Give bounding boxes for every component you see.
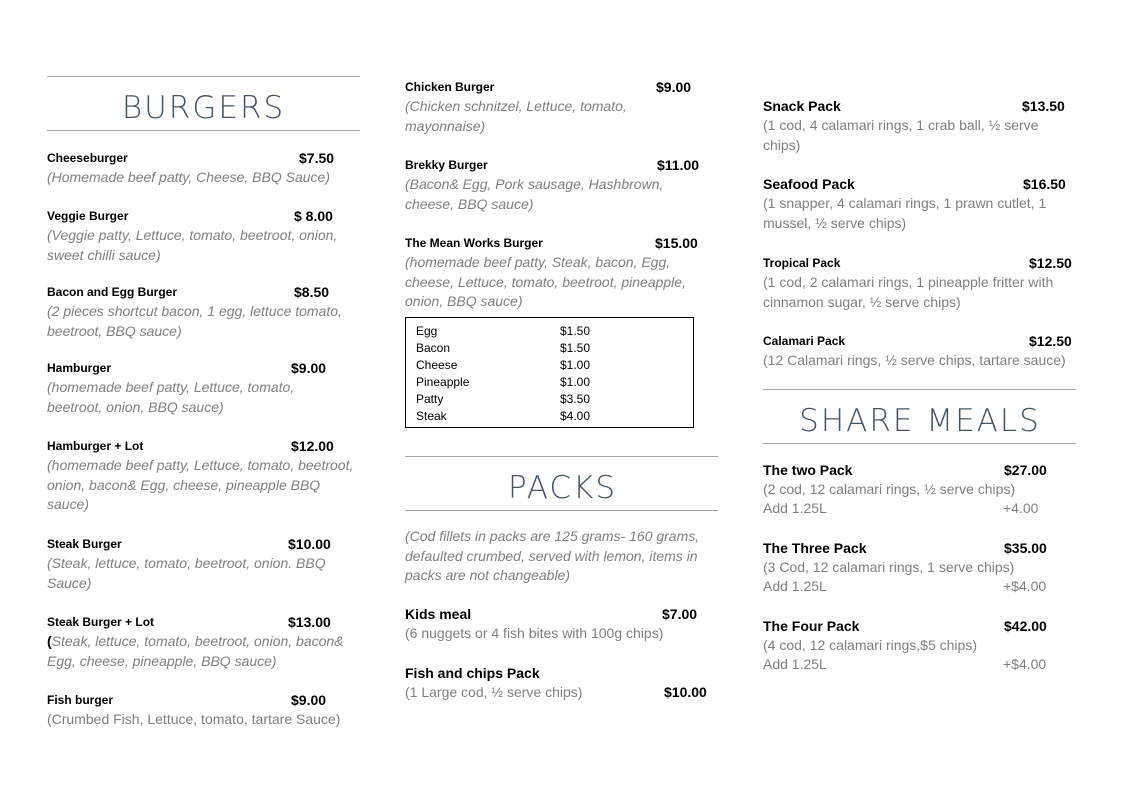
packs-note: (Cod fillets in packs are 125 grams- 160 grams, defaulted crumbed, served with lemon, items in packs are not changeable) [405, 528, 700, 583]
extras-row [406, 408, 693, 425]
item-name: Calamari Pack [763, 334, 846, 348]
item-name: The two Pack [763, 462, 853, 478]
item-name: Fish and chips Pack [405, 665, 540, 681]
item-price: $13.00 [288, 614, 331, 630]
item-description: (Steak, lettuce, tomato, beetroot, onion. BBQ Sauce) [47, 555, 326, 591]
description-text: Steak, lettuce, tomato, beetroot, onion, bacon& Egg, cheese, pineapple, BBQ sauce) [47, 633, 344, 669]
heading-rule-top [47, 76, 360, 77]
heading-rule-bottom [47, 130, 360, 131]
share-meals-heading: SHARE MEALS [799, 403, 1041, 439]
extra-name: Steak [416, 409, 447, 423]
item-description: (4 cod, 12 calamari rings,$5 chips) [763, 637, 977, 653]
packs-heading: PACKS [507, 470, 618, 506]
item-price: $12.50 [1029, 255, 1072, 271]
extra-price: $3.50 [560, 392, 591, 406]
heading-rule-bottom [763, 443, 1076, 444]
item-description [47, 632, 347, 671]
extra-name: Egg [416, 324, 438, 338]
item-description: (homemade beef patty, Lettuce, tomato, beetroot, onion, BBQ sauce) [47, 379, 295, 415]
item-description: (Chicken schnitzel, Lettuce, tomato, mayonnaise) [405, 98, 627, 134]
item-name: The Four Pack [763, 618, 860, 634]
extra-price: $1.50 [560, 341, 591, 355]
item-price: $8.50 [294, 284, 330, 300]
add-drink-label: Add 1.25L [763, 578, 827, 594]
item-description: (Homemade beef patty, Cheese, BBQ Sauce) [47, 169, 330, 185]
extra-price: $4.00 [560, 409, 591, 423]
add-drink-price: +$4.00 [1003, 656, 1047, 672]
burgers-heading: BURGERS [121, 90, 286, 126]
item-name: The Mean Works Burger [405, 236, 543, 250]
extra-price: $1.00 [560, 358, 591, 372]
extra-name: Pineapple [416, 375, 470, 389]
item-price: $ 8.00 [294, 208, 333, 224]
item-description: (2 cod, 12 calamari rings, ½ serve chips) [763, 481, 1016, 497]
extra-price: $1.00 [560, 375, 591, 389]
item-price: $12.00 [291, 438, 334, 454]
item-price: $10.00 [664, 684, 707, 700]
item-name: Hamburger [47, 361, 112, 375]
item-description: (12 Calamari rings, ½ serve chips, tartare sauce) [763, 352, 1066, 368]
item-price: $10.00 [288, 536, 331, 552]
item-price: $9.00 [656, 79, 692, 95]
extras-table [405, 317, 694, 428]
item-price: $12.50 [1029, 333, 1072, 349]
item-name: Snack Pack [763, 98, 841, 114]
extras-row [406, 374, 693, 391]
add-drink-price: +$4.00 [1003, 578, 1047, 594]
item-name: Tropical Pack [763, 256, 841, 270]
add-drink-price: +4.00 [1003, 500, 1039, 516]
item-price: $7.00 [662, 606, 698, 622]
item-description: (1 cod, 4 calamari rings, 1 crab ball, ½ serve chips) [763, 117, 1039, 153]
item-price: $11.00 [657, 157, 700, 173]
item-description: (6 nuggets or 4 fish bites with 100g chips) [405, 625, 664, 641]
item-name: Steak Burger [47, 537, 122, 551]
heading-rule-top [405, 456, 718, 457]
item-price: $7.50 [299, 150, 335, 166]
item-name: Cheeseburger [47, 151, 128, 165]
add-drink-row [763, 500, 1077, 516]
item-description: (1 Large cod, ½ serve chips) [405, 684, 583, 700]
item-name: Fish burger [47, 693, 114, 707]
item-price: $27.00 [1004, 462, 1047, 478]
item-price: $35.00 [1004, 540, 1047, 556]
extras-row [406, 357, 693, 374]
add-drink-label: Add 1.25L [763, 656, 827, 672]
item-price: $9.00 [291, 360, 327, 376]
item-description: (Veggie patty, Lettuce, tomato, beetroot, onion, sweet chilli sauce) [47, 227, 338, 263]
item-name: Hamburger + Lot [47, 439, 144, 453]
add-drink-row [763, 578, 1077, 594]
item-price: $9.00 [291, 692, 327, 708]
add-drink-row [763, 656, 1077, 672]
extra-price: $1.50 [560, 324, 591, 338]
item-name: Brekky Burger [405, 158, 488, 172]
extras-row [406, 340, 693, 357]
item-name: Bacon and Egg Burger [47, 285, 178, 299]
item-price: $15.00 [655, 235, 698, 251]
heading-rule-bottom [405, 510, 718, 511]
item-name: Kids meal [405, 606, 472, 622]
extra-name: Bacon [416, 341, 451, 355]
item-price: $13.50 [1022, 98, 1065, 114]
item-description: (Bacon& Egg, Pork sausage, Hashbrown, cheese, BBQ sauce) [405, 176, 664, 212]
item-name: Chicken Burger [405, 80, 495, 94]
item-description: (Crumbed Fish, Lettuce, tomato, tartare Sauce) [47, 711, 341, 727]
heading-rule-top [763, 389, 1076, 390]
item-name: The Three Pack [763, 540, 867, 556]
item-description: (3 Cod, 12 calamari rings, 1 serve chips) [763, 559, 1015, 575]
description-open-paren: ( [47, 633, 52, 649]
item-description: (1 snapper, 4 calamari rings, 1 prawn cutlet, 1 mussel, ½ serve chips) [763, 195, 1047, 231]
extra-name: Patty [416, 392, 444, 406]
item-name: Veggie Burger [47, 209, 129, 223]
item-description: (2 pieces shortcut bacon, 1 egg, lettuce tomato, beetroot, BBQ sauce) [47, 303, 342, 339]
item-price: $42.00 [1004, 618, 1047, 634]
add-drink-label: Add 1.25L [763, 500, 827, 516]
item-name: Steak Burger + Lot [47, 615, 155, 629]
item-description: (homemade beef patty, Steak, bacon, Egg, cheese, Lettuce, tomato, beetroot, pineapple, onion, BBQ sauce) [405, 254, 686, 309]
extras-row [406, 391, 693, 408]
item-description: (homemade beef patty, Lettuce, tomato, beetroot, onion, bacon& Egg, cheese, pineapple BBQ sauce) [47, 457, 354, 512]
item-description: (1 cod, 2 calamari rings, 1 pineapple fritter with cinnamon sugar, ½ serve chips) [763, 274, 1054, 310]
extra-name: Cheese [416, 358, 458, 372]
item-price: $16.50 [1023, 176, 1066, 192]
item-name: Seafood Pack [763, 176, 855, 192]
extras-row [406, 323, 693, 340]
